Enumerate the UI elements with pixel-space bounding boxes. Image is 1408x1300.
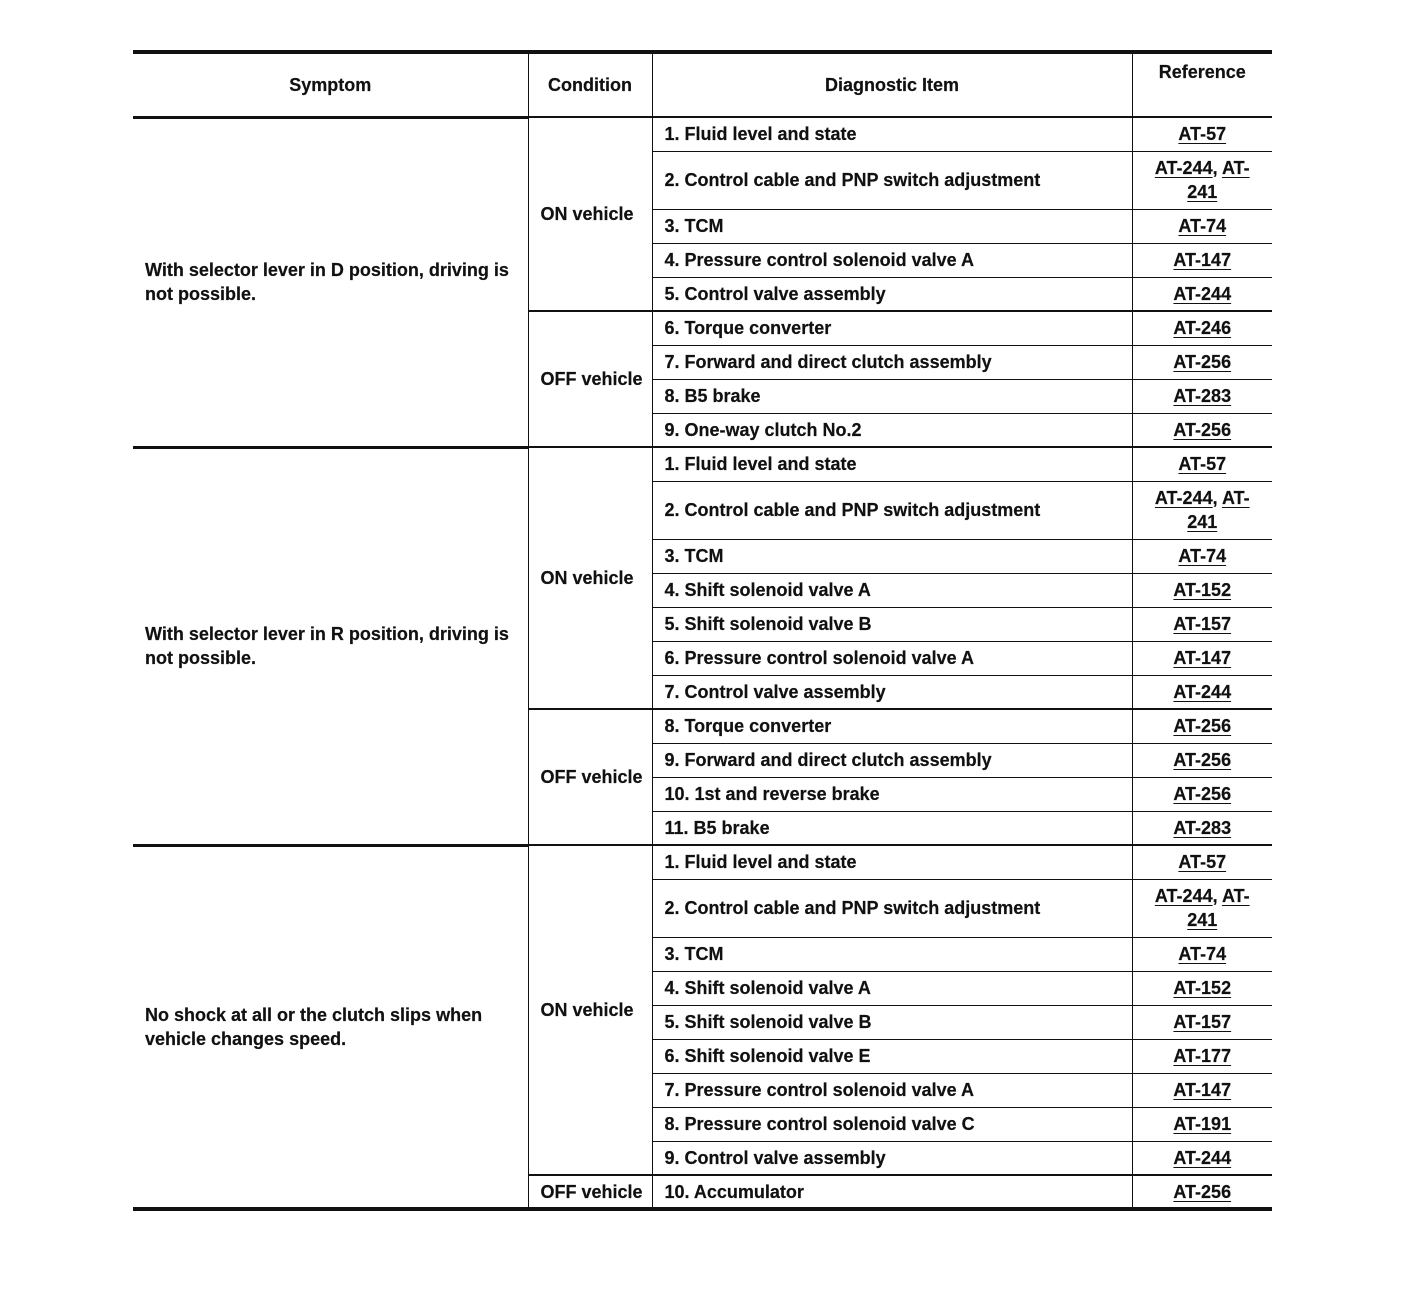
condition-cell: ON vehicle [528, 117, 652, 311]
reference-link[interactable]: AT-57 [1178, 852, 1227, 873]
diagnostic-item-cell: 3. TCM [652, 937, 1132, 971]
diagnostic-item-cell: 4. Shift solenoid valve A [652, 971, 1132, 1005]
diagnostic-item-cell: 8. Pressure control solenoid valve C [652, 1107, 1132, 1141]
reference-link[interactable]: AT-283 [1173, 386, 1232, 406]
diagnostic-item-cell: 9. Control valve assembly [652, 1141, 1132, 1175]
diagnostic-item-cell: 4. Shift solenoid valve A [652, 573, 1132, 607]
reference-cell [1132, 117, 1272, 151]
diagnostic-item-cell: 8. B5 brake [652, 379, 1132, 413]
reference-link[interactable]: AT-244 [1173, 681, 1232, 702]
reference-link[interactable]: AT-152 [1173, 978, 1232, 998]
reference-link[interactable]: AT-256 [1173, 419, 1232, 440]
table-body [133, 117, 1272, 1209]
diagnostic-item-cell: 11. B5 brake [652, 811, 1132, 845]
reference-cell [1132, 607, 1272, 641]
condition-cell: OFF vehicle [528, 311, 652, 447]
reference-link[interactable]: AT-157 [1173, 614, 1232, 634]
reference-cell [1132, 743, 1272, 777]
reference-cell [1132, 243, 1272, 277]
reference-cell [1132, 539, 1272, 573]
reference-link[interactable]: AT-241 [1187, 886, 1250, 930]
diagnostic-item-cell: 6. Torque converter [652, 311, 1132, 345]
diagnostic-item-cell: 7. Forward and direct clutch assembly [652, 345, 1132, 379]
reference-link[interactable]: AT-177 [1173, 1046, 1232, 1066]
diagnostic-item-cell: 1. Fluid level and state [652, 447, 1132, 481]
reference-cell [1132, 675, 1272, 709]
diagnostic-item-cell: 2. Control cable and PNP switch adjustment [652, 879, 1132, 937]
reference-cell [1132, 777, 1272, 811]
condition-cell: ON vehicle [528, 447, 652, 709]
reference-cell [1132, 573, 1272, 607]
reference-cell [1132, 209, 1272, 243]
diagnostic-item-cell: 5. Shift solenoid valve B [652, 1005, 1132, 1039]
reference-cell [1132, 1039, 1272, 1073]
reference-link[interactable]: AT-244 [1173, 1147, 1232, 1168]
condition-cell: OFF vehicle [528, 1175, 652, 1209]
reference-link[interactable]: AT-147 [1173, 1080, 1232, 1100]
table-header [133, 52, 1272, 117]
diagnostic-item-cell: 1. Fluid level and state [652, 117, 1132, 151]
reference-cell: AT-244, AT-241 [1132, 481, 1272, 539]
reference-cell [1132, 1107, 1272, 1141]
reference-link[interactable]: AT-283 [1173, 817, 1232, 838]
symptom-cell: With selector lever in R position, driving is not possible. [133, 447, 528, 845]
reference-cell [1132, 1175, 1272, 1209]
reference-header: Reference [1132, 52, 1272, 117]
diagnostic-item-cell: 5. Control valve assembly [652, 277, 1132, 311]
diagnostic-item-cell: 5. Shift solenoid valve B [652, 607, 1132, 641]
reference-cell [1132, 709, 1272, 743]
reference-link[interactable]: AT-241 [1187, 488, 1250, 532]
symptom-cell: No shock at all or the clutch slips when vehicle changes speed. [133, 845, 528, 1209]
reference-cell: AT-244, AT-241 [1132, 879, 1272, 937]
reference-link[interactable]: AT-256 [1173, 750, 1232, 770]
reference-cell [1132, 447, 1272, 481]
reference-link[interactable]: AT-241 [1187, 158, 1250, 202]
symptom-header: Symptom [133, 52, 528, 117]
reference-link[interactable]: AT-147 [1173, 250, 1232, 270]
reference-cell [1132, 311, 1272, 345]
reference-link[interactable]: AT-256 [1173, 1181, 1232, 1202]
reference-cell [1132, 413, 1272, 447]
reference-link[interactable]: AT-256 [1173, 784, 1232, 804]
reference-link[interactable]: AT-244 [1154, 158, 1213, 178]
diagnostic-item-cell: 3. TCM [652, 209, 1132, 243]
table-row [133, 117, 1272, 151]
reference-link[interactable]: AT-152 [1173, 580, 1232, 600]
diagnostic-table [133, 50, 1272, 1211]
reference-cell [1132, 345, 1272, 379]
reference-cell [1132, 1073, 1272, 1107]
reference-cell [1132, 1141, 1272, 1175]
diagnostic-item-cell: 7. Pressure control solenoid valve A [652, 1073, 1132, 1107]
reference-link[interactable]: AT-191 [1173, 1114, 1232, 1134]
condition-cell: ON vehicle [528, 845, 652, 1175]
diagnostic-item-cell: 9. One-way clutch No.2 [652, 413, 1132, 447]
diagnostic-item-cell: 9. Forward and direct clutch assembly [652, 743, 1132, 777]
condition-cell: OFF vehicle [528, 709, 652, 845]
diagnostic-item-cell: 7. Control valve assembly [652, 675, 1132, 709]
reference-link[interactable]: AT-74 [1178, 216, 1227, 236]
reference-link[interactable]: AT-244 [1154, 488, 1213, 508]
diagnostic-item-cell: 10. Accumulator [652, 1175, 1132, 1209]
reference-cell [1132, 971, 1272, 1005]
reference-cell [1132, 641, 1272, 675]
reference-link[interactable]: AT-244 [1173, 283, 1232, 304]
reference-cell [1132, 1005, 1272, 1039]
reference-link[interactable]: AT-244 [1154, 886, 1213, 906]
diagnostic-item-cell: 6. Shift solenoid valve E [652, 1039, 1132, 1073]
reference-cell [1132, 937, 1272, 971]
reference-link[interactable]: AT-57 [1178, 454, 1227, 475]
reference-link[interactable]: AT-246 [1173, 318, 1232, 339]
diagnostic-item-cell: 3. TCM [652, 539, 1132, 573]
reference-cell [1132, 811, 1272, 845]
diagnostic-item-cell: 10. 1st and reverse brake [652, 777, 1132, 811]
diagnostic-item-header: Diagnostic Item [652, 52, 1132, 117]
diagnostic-item-cell: 1. Fluid level and state [652, 845, 1132, 879]
table-row [133, 845, 1272, 879]
reference-link[interactable]: AT-74 [1178, 944, 1227, 964]
symptom-cell: With selector lever in D position, driving is not possible. [133, 117, 528, 447]
reference-link[interactable]: AT-157 [1173, 1012, 1232, 1032]
reference-cell: AT-244, AT-241 [1132, 151, 1272, 209]
diagnostic-item-cell: 8. Torque converter [652, 709, 1132, 743]
reference-link[interactable]: AT-57 [1178, 124, 1227, 145]
reference-link[interactable]: AT-256 [1173, 352, 1232, 372]
reference-cell [1132, 845, 1272, 879]
reference-cell [1132, 379, 1272, 413]
reference-link[interactable]: AT-147 [1173, 648, 1232, 668]
condition-header: Condition [528, 52, 652, 117]
reference-cell [1132, 277, 1272, 311]
reference-link[interactable]: AT-74 [1178, 546, 1227, 566]
table-row [133, 447, 1272, 481]
diagnostic-item-cell: 6. Pressure control solenoid valve A [652, 641, 1132, 675]
reference-link[interactable]: AT-256 [1173, 716, 1232, 737]
diagnostic-item-cell: 4. Pressure control solenoid valve A [652, 243, 1132, 277]
diagnostic-item-cell: 2. Control cable and PNP switch adjustment [652, 151, 1132, 209]
diagnostic-item-cell: 2. Control cable and PNP switch adjustment [652, 481, 1132, 539]
